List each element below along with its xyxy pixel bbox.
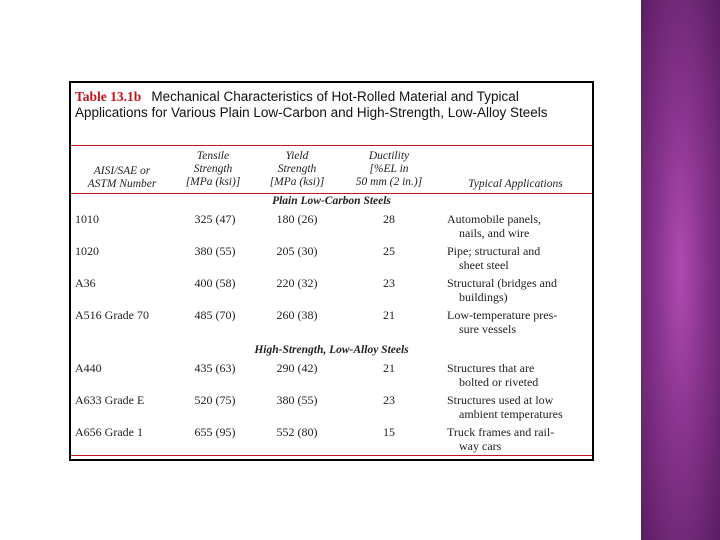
application-line2: bolted or riveted (459, 375, 539, 389)
cell-tensile: 520 (75) (194, 393, 236, 407)
table-frame (69, 81, 594, 461)
header-applications (443, 178, 588, 191)
table-title: Mechanical Characteristics of Hot-Rolled Material and Typical Applications for Various Plain Low-Carbon and High-Strength, Low-Alloy Steels (75, 89, 548, 120)
cell-number: A36 (75, 276, 96, 290)
section-title: High-Strength, Low-Alloy Steels (254, 344, 409, 356)
cell-ductility: 21 (383, 308, 395, 322)
cell-application (447, 244, 587, 272)
application-line1: Pipe; structural and (447, 244, 541, 258)
application-line2: buildings) (459, 290, 508, 304)
application-line2: sheet steel (459, 258, 509, 272)
application-line2: ambient temperatures (459, 407, 563, 421)
cell-ductility: 23 (383, 393, 395, 407)
cell-application (447, 212, 587, 240)
cell-application (447, 425, 587, 453)
application-line1: Truck frames and rail- (447, 425, 555, 439)
cell-number: A516 Grade 70 (75, 308, 149, 322)
header-tensile-line2: [MPa (ksi)] (185, 176, 241, 188)
application-line2: nails, and wire (459, 226, 530, 240)
cell-yield: 260 (38) (276, 308, 318, 322)
header-top-rule (71, 145, 592, 146)
header-yield-line0: Yield (285, 150, 309, 162)
cell-ductility: 21 (383, 361, 395, 375)
cell-ductility: 15 (383, 425, 395, 439)
cell-application (447, 276, 587, 304)
application-line1: Low-temperature pres- (447, 308, 558, 322)
header-tensile-line1: Strength (193, 163, 233, 175)
cell-number: 1020 (75, 244, 99, 258)
header-number (73, 165, 171, 191)
header-yield-line1: Strength (277, 163, 317, 175)
cell-yield: 552 (80) (276, 425, 318, 439)
application-line2: way cars (459, 439, 502, 453)
cell-tensile: 435 (63) (194, 361, 236, 375)
cell-ductility: 28 (383, 212, 395, 226)
header-ductility-line0: Ductility (368, 150, 410, 162)
table-label: Table 13.1b (75, 89, 142, 104)
header-yield-line2: [MPa (ksi)] (269, 176, 325, 188)
header-bottom-rule (71, 193, 592, 194)
decorative-side-panel (641, 0, 720, 540)
cell-yield: 180 (26) (276, 212, 318, 226)
header-yield (257, 150, 337, 189)
header-number-line1: AISI/SAE or (93, 165, 151, 177)
cell-tensile: 485 (70) (194, 308, 236, 322)
cell-tensile: 655 (95) (194, 425, 236, 439)
header-ductility (339, 150, 439, 189)
cell-number: A440 (75, 361, 102, 375)
header-ductility-line2: 50 mm (2 in.)] (355, 176, 423, 188)
cell-ductility: 23 (383, 276, 395, 290)
header-number-line2: ASTM Number (87, 178, 157, 190)
header-ductility-line1: [%EL in (369, 163, 409, 175)
table-caption (75, 89, 590, 121)
cell-tensile: 325 (47) (194, 212, 236, 226)
application-line1: Automobile panels, (447, 212, 541, 226)
cell-tensile: 400 (58) (194, 276, 236, 290)
header-tensile-line0: Tensile (196, 150, 230, 162)
cell-number: A633 Grade E (75, 393, 145, 407)
section-title: Plain Low-Carbon Steels (272, 195, 391, 207)
application-line1: Structures used at low (447, 393, 554, 407)
header-applications-label: Typical Applications (468, 178, 563, 190)
cell-tensile: 380 (55) (194, 244, 236, 258)
cell-number: A656 Grade 1 (75, 425, 143, 439)
cell-application (447, 308, 587, 336)
cell-number: 1010 (75, 212, 99, 226)
application-line1: Structures that are (447, 361, 535, 375)
table-bottom-rule (71, 455, 592, 456)
cell-yield: 380 (55) (276, 393, 318, 407)
header-tensile (173, 150, 253, 189)
cell-yield: 220 (32) (276, 276, 318, 290)
cell-yield: 205 (30) (276, 244, 318, 258)
cell-application (447, 393, 587, 421)
application-line1: Structural (bridges and (447, 276, 557, 290)
application-line2: sure vessels (459, 322, 516, 336)
cell-application (447, 361, 587, 389)
cell-yield: 290 (42) (276, 361, 318, 375)
cell-ductility: 25 (383, 244, 395, 258)
